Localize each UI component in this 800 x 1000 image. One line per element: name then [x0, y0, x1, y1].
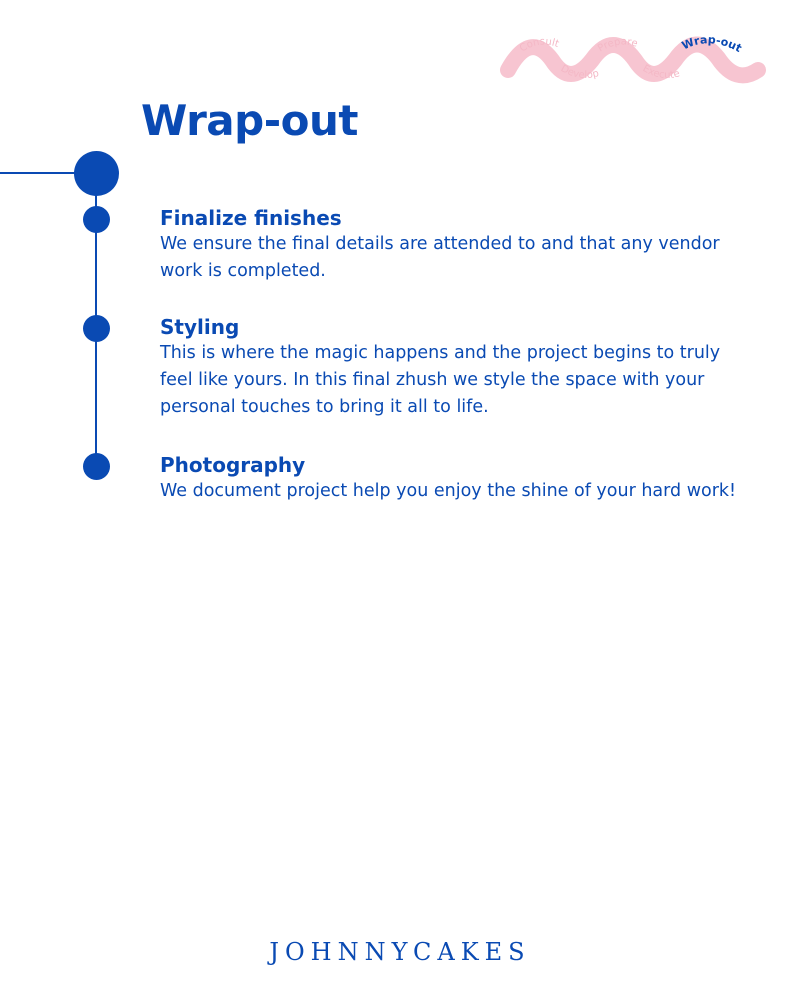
- wave-line: [508, 44, 758, 75]
- wave-label-prepare: Prepare: [596, 36, 639, 55]
- step-description: This is where the magic happens and the project begins to truly feel like yours. In this final zhush we style the space with your personal touches to bring it all to life.: [160, 343, 721, 417]
- timeline-dot-photography: [83, 453, 110, 480]
- step-title: Styling: [160, 315, 240, 339]
- step-styling: [160, 314, 750, 421]
- step-description: We ensure the final details are attended to and that any vendor work is completed.: [160, 234, 720, 281]
- wave-label-execute: Execute: [640, 63, 681, 82]
- step-title: Finalize finishes: [160, 206, 342, 230]
- step-finalize-finishes: [160, 205, 750, 285]
- timeline-start-dot: [74, 151, 119, 196]
- wave-label-develop: Develop: [558, 63, 601, 82]
- page-title: Wrap-out: [141, 96, 358, 145]
- process-wave-badge: [500, 30, 765, 95]
- brand-logo: JOHNNYCAKES: [269, 938, 531, 966]
- wave-label-wrap-out: Wrap-out: [679, 33, 744, 55]
- timeline-dot-finalize-finishes: [83, 206, 110, 233]
- step-title: Photography: [160, 453, 306, 477]
- step-description: We document project help you enjoy the shine of your hard work!: [160, 481, 737, 501]
- wave-label-consult: Consult: [517, 36, 561, 55]
- wave-graphic: [500, 30, 765, 95]
- step-photography: [160, 452, 750, 505]
- timeline-dot-styling: [83, 315, 110, 342]
